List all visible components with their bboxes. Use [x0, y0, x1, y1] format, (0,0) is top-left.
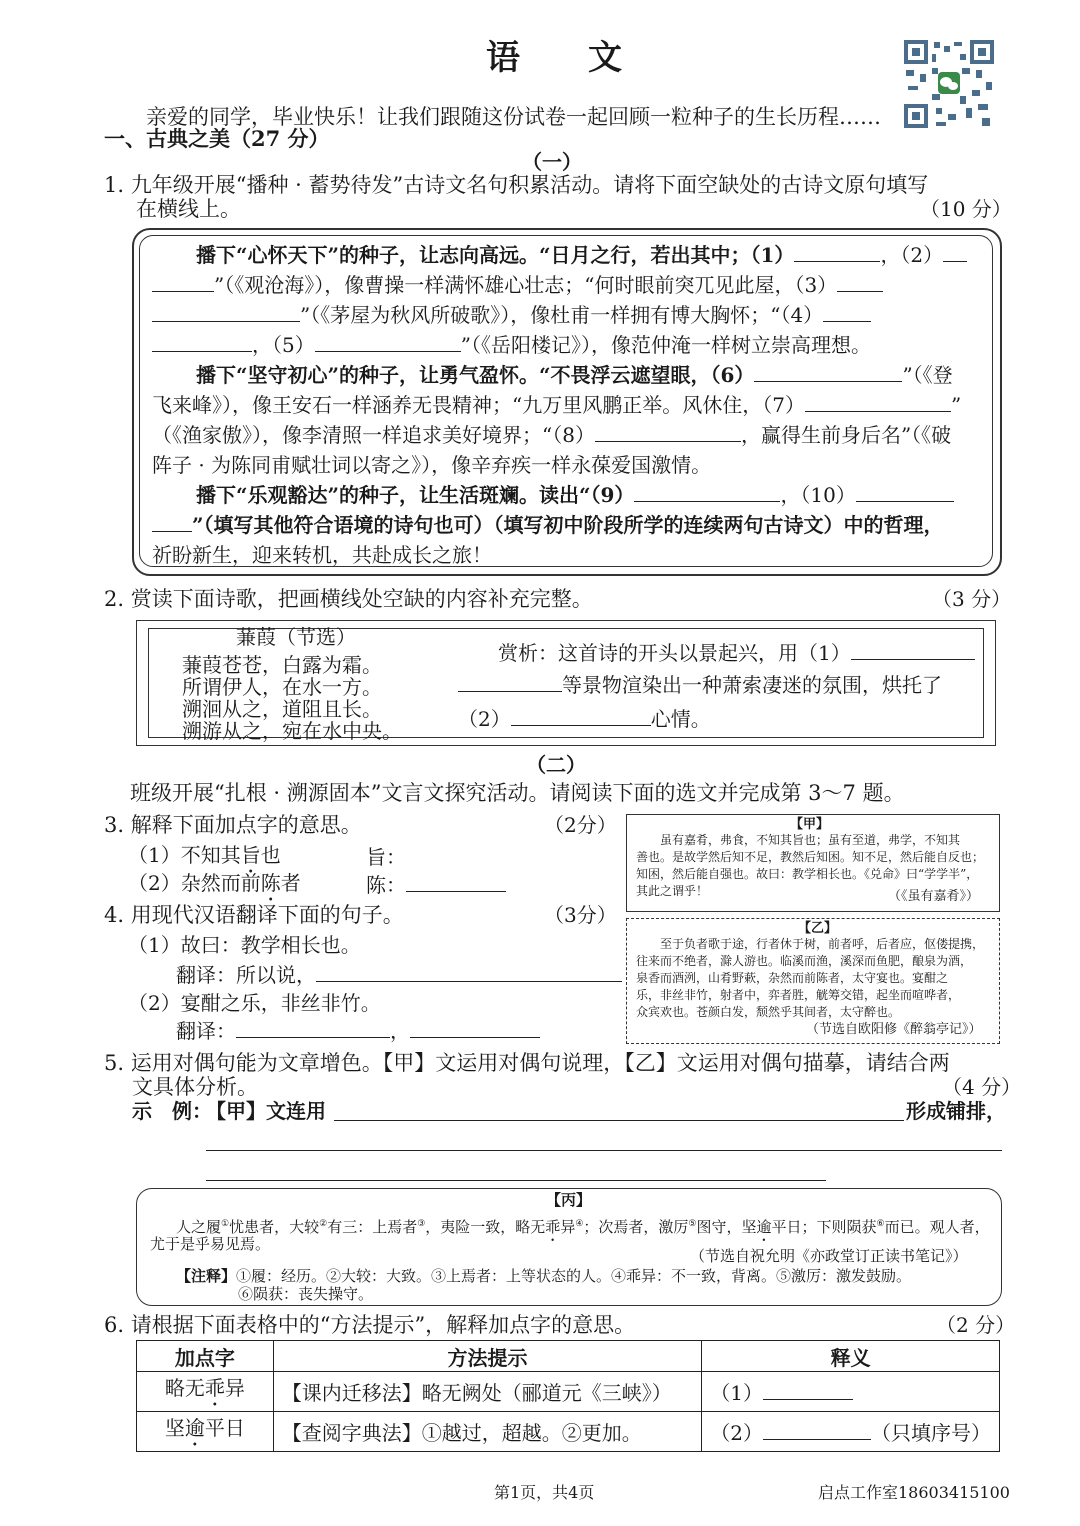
passage-line: 善也。是故学然后知不足，教然后知困。知不足，然后能自反也；	[636, 850, 985, 864]
question-stem: 4. 用现代汉语翻译下面的句子。	[104, 903, 404, 927]
score-label: （2 分）	[936, 1313, 1016, 1337]
sub-item: （2）宴酣之乐，非丝非竹。	[128, 991, 381, 1015]
table-row	[137, 1412, 1000, 1452]
studio-contact: 启点工作室18603415100	[818, 1483, 1010, 1502]
table-cell: 略无乖异	[137, 1372, 274, 1412]
poem-line: 所谓伊人，在水一方。	[182, 675, 382, 699]
part-label: （一）	[522, 150, 582, 174]
table-cell: 坚逾平日	[137, 1412, 274, 1452]
page-number: 第1页，共4页	[494, 1483, 595, 1502]
translation-line: 翻译：所以说，	[176, 962, 622, 988]
passage-line: 其此之谓乎！	[636, 884, 709, 898]
page-title: 语 文	[486, 38, 622, 78]
question-stem: 3. 解释下面加点字的意思。	[104, 813, 362, 837]
sub-item: （1）故曰：教学相长也。	[128, 933, 361, 957]
question-stem: 5. 运用对偶句能为文章增色。【甲】文运用对偶句说理，【乙】文运用对偶句描摹，请结合两	[104, 1051, 950, 1075]
answer-blank[interactable]	[406, 873, 506, 892]
passage-source: （《虽有嘉肴》）	[888, 889, 980, 904]
score-label: （3分）	[544, 903, 617, 927]
answer-line[interactable]	[206, 1180, 826, 1181]
answer-blank[interactable]	[805, 393, 951, 412]
answer-blank[interactable]	[943, 243, 967, 262]
table-cell: （1）	[702, 1372, 1000, 1412]
passage-line: 知困，然后能自强也。故曰：教学相长也。《兑命》曰“学学半”，	[636, 867, 979, 881]
passage-line: 往来而不绝者，滁人游也。临溪而渔，溪深而鱼肥，酿泉为酒，	[636, 954, 973, 968]
question-stem: 文具体分析。	[132, 1075, 258, 1099]
fill-line: ”（填写其他符合语境的诗句也可）（填写初中阶段所学的连续两句古诗文）中的哲理，	[152, 512, 944, 538]
answer-blank[interactable]	[152, 333, 252, 352]
example-text: 【甲】文连用	[206, 1099, 326, 1123]
question-stem: 在横线上。	[136, 197, 241, 221]
answer-blank[interactable]	[410, 1019, 540, 1038]
table-row	[137, 1372, 1000, 1412]
answer-blank[interactable]	[851, 641, 975, 660]
passage-line: 尤于是乎易见焉。	[150, 1235, 271, 1253]
passage-line: 泉香而酒洌，山肴野蔌，杂然而前陈者，太守宴也。宴酣之	[636, 971, 949, 985]
answer-blank[interactable]	[634, 483, 780, 502]
intro-text: 亲爱的同学，毕业快乐！让我们跟随这份试卷一起回顾一粒种子的生长历程……	[146, 105, 881, 129]
annotation: 【注释】①履：经历。②大较：大致。③上焉者：上等状态的人。④乖异：不一致，背离。⑤激厉：激发鼓励。	[176, 1267, 912, 1285]
fill-line: ”（《茅屋为秋风所破歌》），像杜甫一样拥有博大胸怀；“（4）	[152, 302, 871, 328]
qr-code-icon	[902, 38, 996, 130]
table-cell: 【查阅字典法】①越过，超越。②更加。	[273, 1412, 702, 1452]
poem-line: 溯游从之，宛在水中央。	[182, 719, 402, 743]
section-heading: 一、古典之美（27 分）	[104, 126, 330, 151]
answer-blank[interactable]	[763, 1421, 871, 1440]
table-cell: 【课内迁移法】略无阙处（郦道元《三峡》）	[273, 1372, 702, 1412]
table-header: 释义	[702, 1341, 1000, 1372]
poem-line: 溯洄从之，道阻且长。	[182, 697, 382, 721]
score-label: （4 分）	[942, 1075, 1022, 1099]
answer-blank[interactable]	[823, 303, 871, 322]
example-end: 形成铺排，	[906, 1099, 1006, 1123]
answer-blank[interactable]	[595, 423, 741, 442]
table-header: 方法提示	[273, 1341, 702, 1372]
analysis-line: 等景物渲染出一种萧索凄迷的氛围，烘托了	[458, 672, 942, 698]
fill-line: 阵子 · 为陈同甫赋壮词以寄之》），像辛弃疾一样永葆爱国激情。	[152, 453, 712, 477]
answer-label: 陈：	[366, 872, 506, 898]
part-label: （二）	[526, 753, 586, 777]
passage-line: 乐，非丝非竹，射者中，弈者胜，觥筹交错，起坐而喧哗者，	[636, 988, 961, 1002]
poem-title: 蒹葭（节选）	[236, 625, 356, 649]
translation-line: 翻译： ，	[176, 1018, 540, 1044]
answer-blank[interactable]	[754, 363, 902, 382]
answer-blank[interactable]	[511, 707, 651, 726]
answer-blank[interactable]	[837, 273, 883, 292]
sub-item: （2）杂然而前陈者	[128, 871, 301, 895]
passage-source: （节选自祝允明《亦政堂订正读书笔记》）	[690, 1247, 968, 1265]
table-header-row	[137, 1341, 1000, 1372]
sub-item: （1）不知其旨也	[128, 843, 281, 867]
passage-label: 【甲】	[790, 817, 830, 832]
score-label: （2分）	[544, 813, 617, 837]
fill-line: （《渔家傲》），像李清照一样追求美好境界；“（8） ，赢得生前身后名”（《破	[152, 423, 952, 447]
poem-line: 蒹葭苍苍，白露为霜。	[182, 653, 382, 677]
answer-blank[interactable]	[763, 1381, 853, 1400]
answer-line[interactable]	[206, 1150, 1002, 1151]
example-label: 示 例：	[132, 1099, 212, 1123]
fill-line: ”（《观沧海》），像曹操一样满怀雄心壮志；“何时眼前突兀见此屋，（3）	[152, 272, 883, 298]
answer-blank[interactable]	[458, 673, 562, 692]
answer-blank[interactable]	[152, 513, 192, 532]
fill-line: 播下“坚守初心”的种子，让勇气盈怀。“不畏浮云遮望眼，（6） ”（《登	[196, 363, 953, 387]
answer-line[interactable]	[334, 1120, 904, 1121]
part-intro: 班级开展“扎根 · 溯源固本”文言文探究活动。请阅读下面的选文并完成第 3～7 题。	[130, 781, 905, 805]
method-table	[136, 1340, 1000, 1452]
fill-line: ，（5） ”（《岳阳楼记》），像范仲淹一样树立崇高理想。	[152, 332, 871, 358]
fill-line: 飞来峰》），像王安石一样涵养无畏精神；“九万里风鹏正举。风休住，（7） ”	[152, 393, 962, 417]
answer-blank[interactable]	[794, 243, 880, 262]
answer-blank[interactable]	[152, 273, 214, 292]
passage-line: 众宾欢也。苍颜白发，颓然乎其间者，太守醉也。	[636, 1005, 901, 1019]
passage-line: 虽有嘉肴，弗食，不知其旨也；虽有至道，弗学，不知其	[636, 833, 961, 847]
table-cell: （2） （只填序号）	[702, 1412, 1000, 1452]
passage-label: 【丙】	[546, 1191, 592, 1209]
passage-source: （节选自欧阳修《醉翁亭记》）	[806, 1022, 982, 1037]
answer-label: 旨：	[366, 845, 406, 869]
analysis-line: （2） 心情。	[458, 707, 711, 731]
passage-line: 人之履①忧患者，大较②有三：上焉者③，夷险一致，略无乖异④；次焉者，激厉⑤图守，坚逾平日；下则陨获⑥而已。观人者，	[176, 1218, 990, 1236]
answer-blank[interactable]	[315, 333, 461, 352]
fill-line: 播下“乐观豁达”的种子，让生活斑斓。读出“（9） ，（10）	[196, 482, 954, 508]
answer-blank[interactable]	[856, 483, 954, 502]
answer-blank[interactable]	[316, 963, 622, 982]
question-stem: 1. 九年级开展“播种 · 蓄势待发”古诗文名句积累活动。请将下面空缺处的古诗文原句填写	[104, 173, 929, 197]
answer-blank[interactable]	[152, 303, 300, 322]
score-label: （10 分）	[920, 197, 1012, 221]
table-header: 加点字	[137, 1341, 274, 1372]
passage-label: 【乙】	[798, 921, 838, 936]
question-stem: 2. 赏读下面诗歌，把画横线处空缺的内容补充完整。	[104, 587, 593, 611]
answer-blank[interactable]	[236, 1019, 390, 1038]
fill-line: 播下“心怀天下”的种子，让志向高远。“日月之行，若出其中；（1） ，（2）	[196, 242, 967, 268]
fill-line: 祈盼新生，迎来转机，共赴成长之旅！	[152, 543, 492, 567]
passage-line: 至于负者歌于途，行者休于树，前者呼，后者应，伛偻提携，	[636, 937, 985, 951]
score-label: （3 分）	[932, 587, 1012, 611]
annotation: ⑥陨获：丧失操守。	[238, 1285, 374, 1303]
question-stem: 6. 请根据下面表格中的“方法提示”，解释加点字的意思。	[104, 1313, 636, 1337]
analysis-line: 赏析：这首诗的开头以景起兴，用（1）	[498, 640, 975, 666]
